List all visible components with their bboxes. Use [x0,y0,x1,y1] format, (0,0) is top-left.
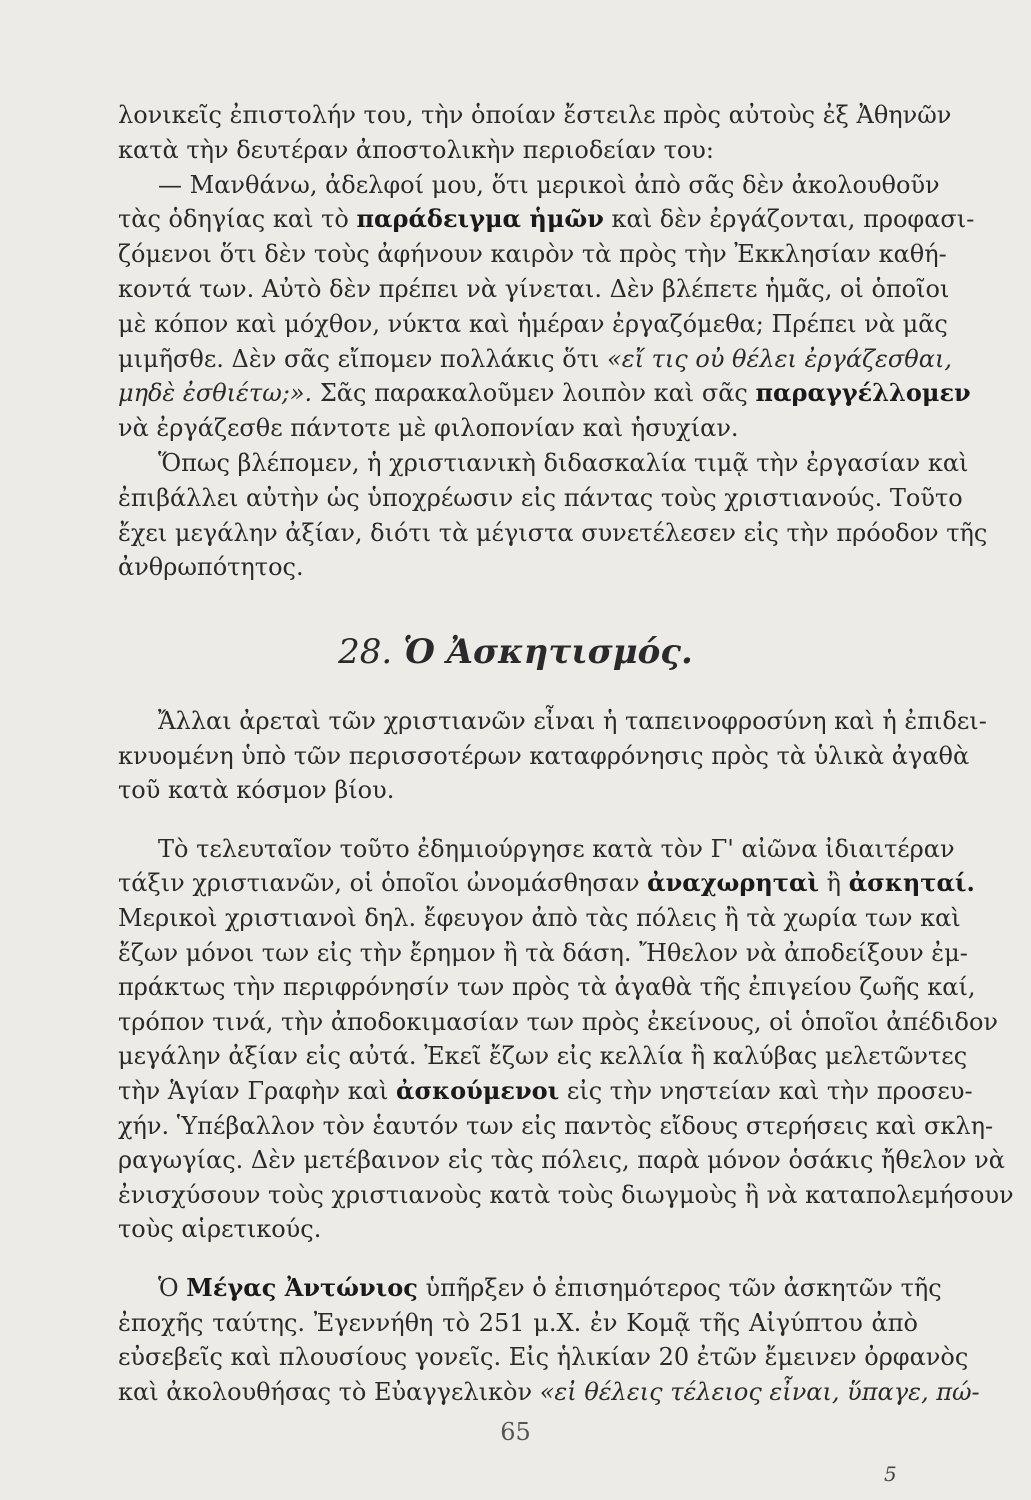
paragraph [118,1271,980,1409]
text-line: ζόμενοι ὅτι δὲν τοὺς ἀφήνουν καιρὸν τὰ πρὸς τὴν Ἐκκλησίαν καθή- [118,240,947,269]
text-line: — Μανθάνω, ἀδελφοί μου, ὅτι μερικοὶ ἀπὸ σᾶς δὲν ἀκολουθοῦν [158,170,940,199]
text-line: τοῦ κατὰ κόσμον βίου. [118,776,395,805]
bold-term: παράδειγμα ἡμῶν [356,204,604,234]
text-block-bottom [118,680,1014,1433]
text-fragment: καὶ ἀκολουθήσας τὸ Εὐαγγελικὸν [118,1377,540,1406]
text-fragment: τὴν Ἁγίαν Γραφὴν καὶ [118,1076,397,1105]
text-line [118,1271,942,1306]
text-line: νὰ ἐργάζεσθε πάντοτε μὲ φιλοπονίαν καὶ ἡσυχίαν. [118,414,739,443]
text-line: Τὸ τελευταῖον τοῦτο ἐδημιούργησε κατὰ τὸν Γ' αἰῶνα ἰδιαιτέραν [158,834,955,863]
text-line [118,202,975,237]
text-line [118,1074,973,1109]
section-heading [0,632,1031,672]
text-fragment: ὑπῆρξεν ὁ ἐπισημότερος τῶν ἀσκητῶν τῆς [417,1273,942,1302]
italic-quote: «εἴ τις οὐ θέλει ἐργάζεσθαι, [607,344,953,373]
text-fragment: εἰς τὴν νηστείαν καὶ τὴν προσευ- [559,1076,973,1105]
text-line: τρόπον τινά, τὴν ἀποδοκιμασίαν των πρὸς ἐκείνους, οἱ ὁποῖοι ἀπέδιδον [118,1007,998,1036]
text-line: μεγάλην ἀξίαν εἰς αὐτά. Ἐκεῖ ἔζων εἰς κελλία ἢ καλύβας μελετῶντες [118,1042,968,1071]
corner-mark: 5 [884,1462,897,1486]
bold-term: ἀσκούμενοι [396,1075,560,1105]
text-fragment: τὰς ὁδηγίας καὶ τὸ [118,205,357,234]
text-line: Ὅπως βλέπομεν, ἡ χριστιανικὴ διδασκαλία τιμᾷ τὴν ἐργασίαν καὶ [158,448,969,477]
text-line: πράκτως τὴν περιφρόνησίν των πρὸς τὰ ἀγαθὰ τῆς ἐπιγείου ζωῆς καί, [118,973,976,1002]
text-fragment: Σᾶς παρακαλοῦμεν λοιπὸν καὶ σᾶς [312,379,756,408]
bold-term: ἀσκηταί. [848,868,975,898]
text-line: ραγωγίας. Δὲν μετέβαινον εἰς τὰς πόλεις, παρὰ μόνον ὁσάκις ἤθελον νὰ [118,1146,1005,1175]
text-line: ἐπιβάλλει αὐτὴν ὡς ὑποχρέωσιν εἰς πάντας τοὺς χριστιανούς. Τοῦτο [118,483,963,512]
text-line: χήν. Ὑπέβαλλον τὸν ἑαυτόν των εἰς παντὸς εἴδους στερήσεις καὶ σκλη- [118,1111,994,1140]
text-block-top [118,98,988,585]
bold-term: παραγγέλλομεν [755,378,971,408]
text-line: κνυομένη ὑπὸ τῶν περισσοτέρων καταφρόνησις πρὸς τὰ ὑλικὰ ἀγαθὰ [118,741,970,770]
text-fragment: καὶ δὲν ἐργάζονται, προφασι- [603,205,975,234]
text-fragment: ἢ [819,869,849,898]
text-line [118,342,953,377]
text-line [118,1375,980,1410]
text-line: κοντά των. Αὐτὸ δὲν πρέπει νὰ γίνεται. Δὲν βλέπετε ἡμᾶς, οἱ ὁποῖοι [118,274,950,303]
page-number: 65 [500,1418,531,1446]
text-line: τοὺς αἱρετικούς. [118,1215,322,1244]
paragraph [118,446,988,585]
text-line: ἀνθρωπότητος. [118,553,304,582]
paragraph-quote [118,168,975,446]
text-line [118,866,975,901]
text-fragment: τάξιν χριστιανῶν, οἱ ὁποῖοι ὠνομάσθησαν [118,869,648,898]
paragraph-continuation [118,98,952,168]
paragraph [118,704,987,808]
text-line: κατὰ τὴν δευτέραν ἀποστολικὴν περιοδείαν του: [118,135,714,164]
text-line: μὲ κόπον καὶ μόχθον, νύκτα καὶ ἡμέραν ἐργαζόμεθα; Πρέπει νὰ μᾶς [118,309,948,338]
italic-quote: μηδὲ ἐσθιέτω;». [118,379,313,408]
bold-term: ἀναχωρηταὶ [647,868,820,898]
text-line: ἐποχῆς ταύτης. Ἐγεννήθη τὸ 251 μ.Χ. ἐν Κομᾷ τῆς Αἰγύπτου ἀπὸ [118,1308,918,1337]
text-fragment: μιμῆσθε. Δὲν σᾶς εἴπομεν πολλάκις ὅτι [118,344,608,373]
text-line: ἔζων μόνοι των εἰς τὴν ἔρημον ἢ τὰ δάση. Ἤθελον νὰ ἀποδείξουν ἐμ- [118,938,968,967]
paragraph [118,832,1014,1247]
section-title: Ὁ Ἀσκητισμός. [403,632,693,672]
text-line: Μερικοὶ χριστιανοὶ δηλ. ἔφευγον ἀπὸ τὰς πόλεις ἢ τὰ χωρία των καὶ [118,903,961,932]
text-line: Ἄλλαι ἀρεταὶ τῶν χριστιανῶν εἶναι ἡ ταπεινοφροσύνη καὶ ἡ ἐπιδει- [158,707,987,735]
text-line: ἐνισχύσουν τοὺς χριστιανοὺς κατὰ τοὺς διωγμοὺς ἢ νὰ καταπολεμήσουν [118,1180,1014,1209]
text-line: λονικεῖς ἐπιστολήν του, τὴν ὁποίαν ἔστειλε πρὸς αὐτοὺς ἐξ Ἀθηνῶν [118,101,952,129]
text-fragment: Ὁ [158,1273,187,1302]
text-line: ἔχει μεγάλην ἀξίαν, διότι τὰ μέγιστα συνετέλεσεν εἰς τὴν πρόοδον τῆς [118,518,988,547]
italic-quote: «εἰ θέλεις τέλειος εἶναι, ὕπαγε, πώ- [539,1377,980,1406]
text-line [118,376,971,411]
bold-term: Μέγας Ἀντώνιος [186,1272,418,1302]
section-number: 28. [338,632,393,672]
text-line: εὐσεβεῖς καὶ πλουσίους γονεῖς. Εἰς ἡλικίαν 20 ἐτῶν ἔμεινεν ὀρφανὸς [118,1343,969,1372]
